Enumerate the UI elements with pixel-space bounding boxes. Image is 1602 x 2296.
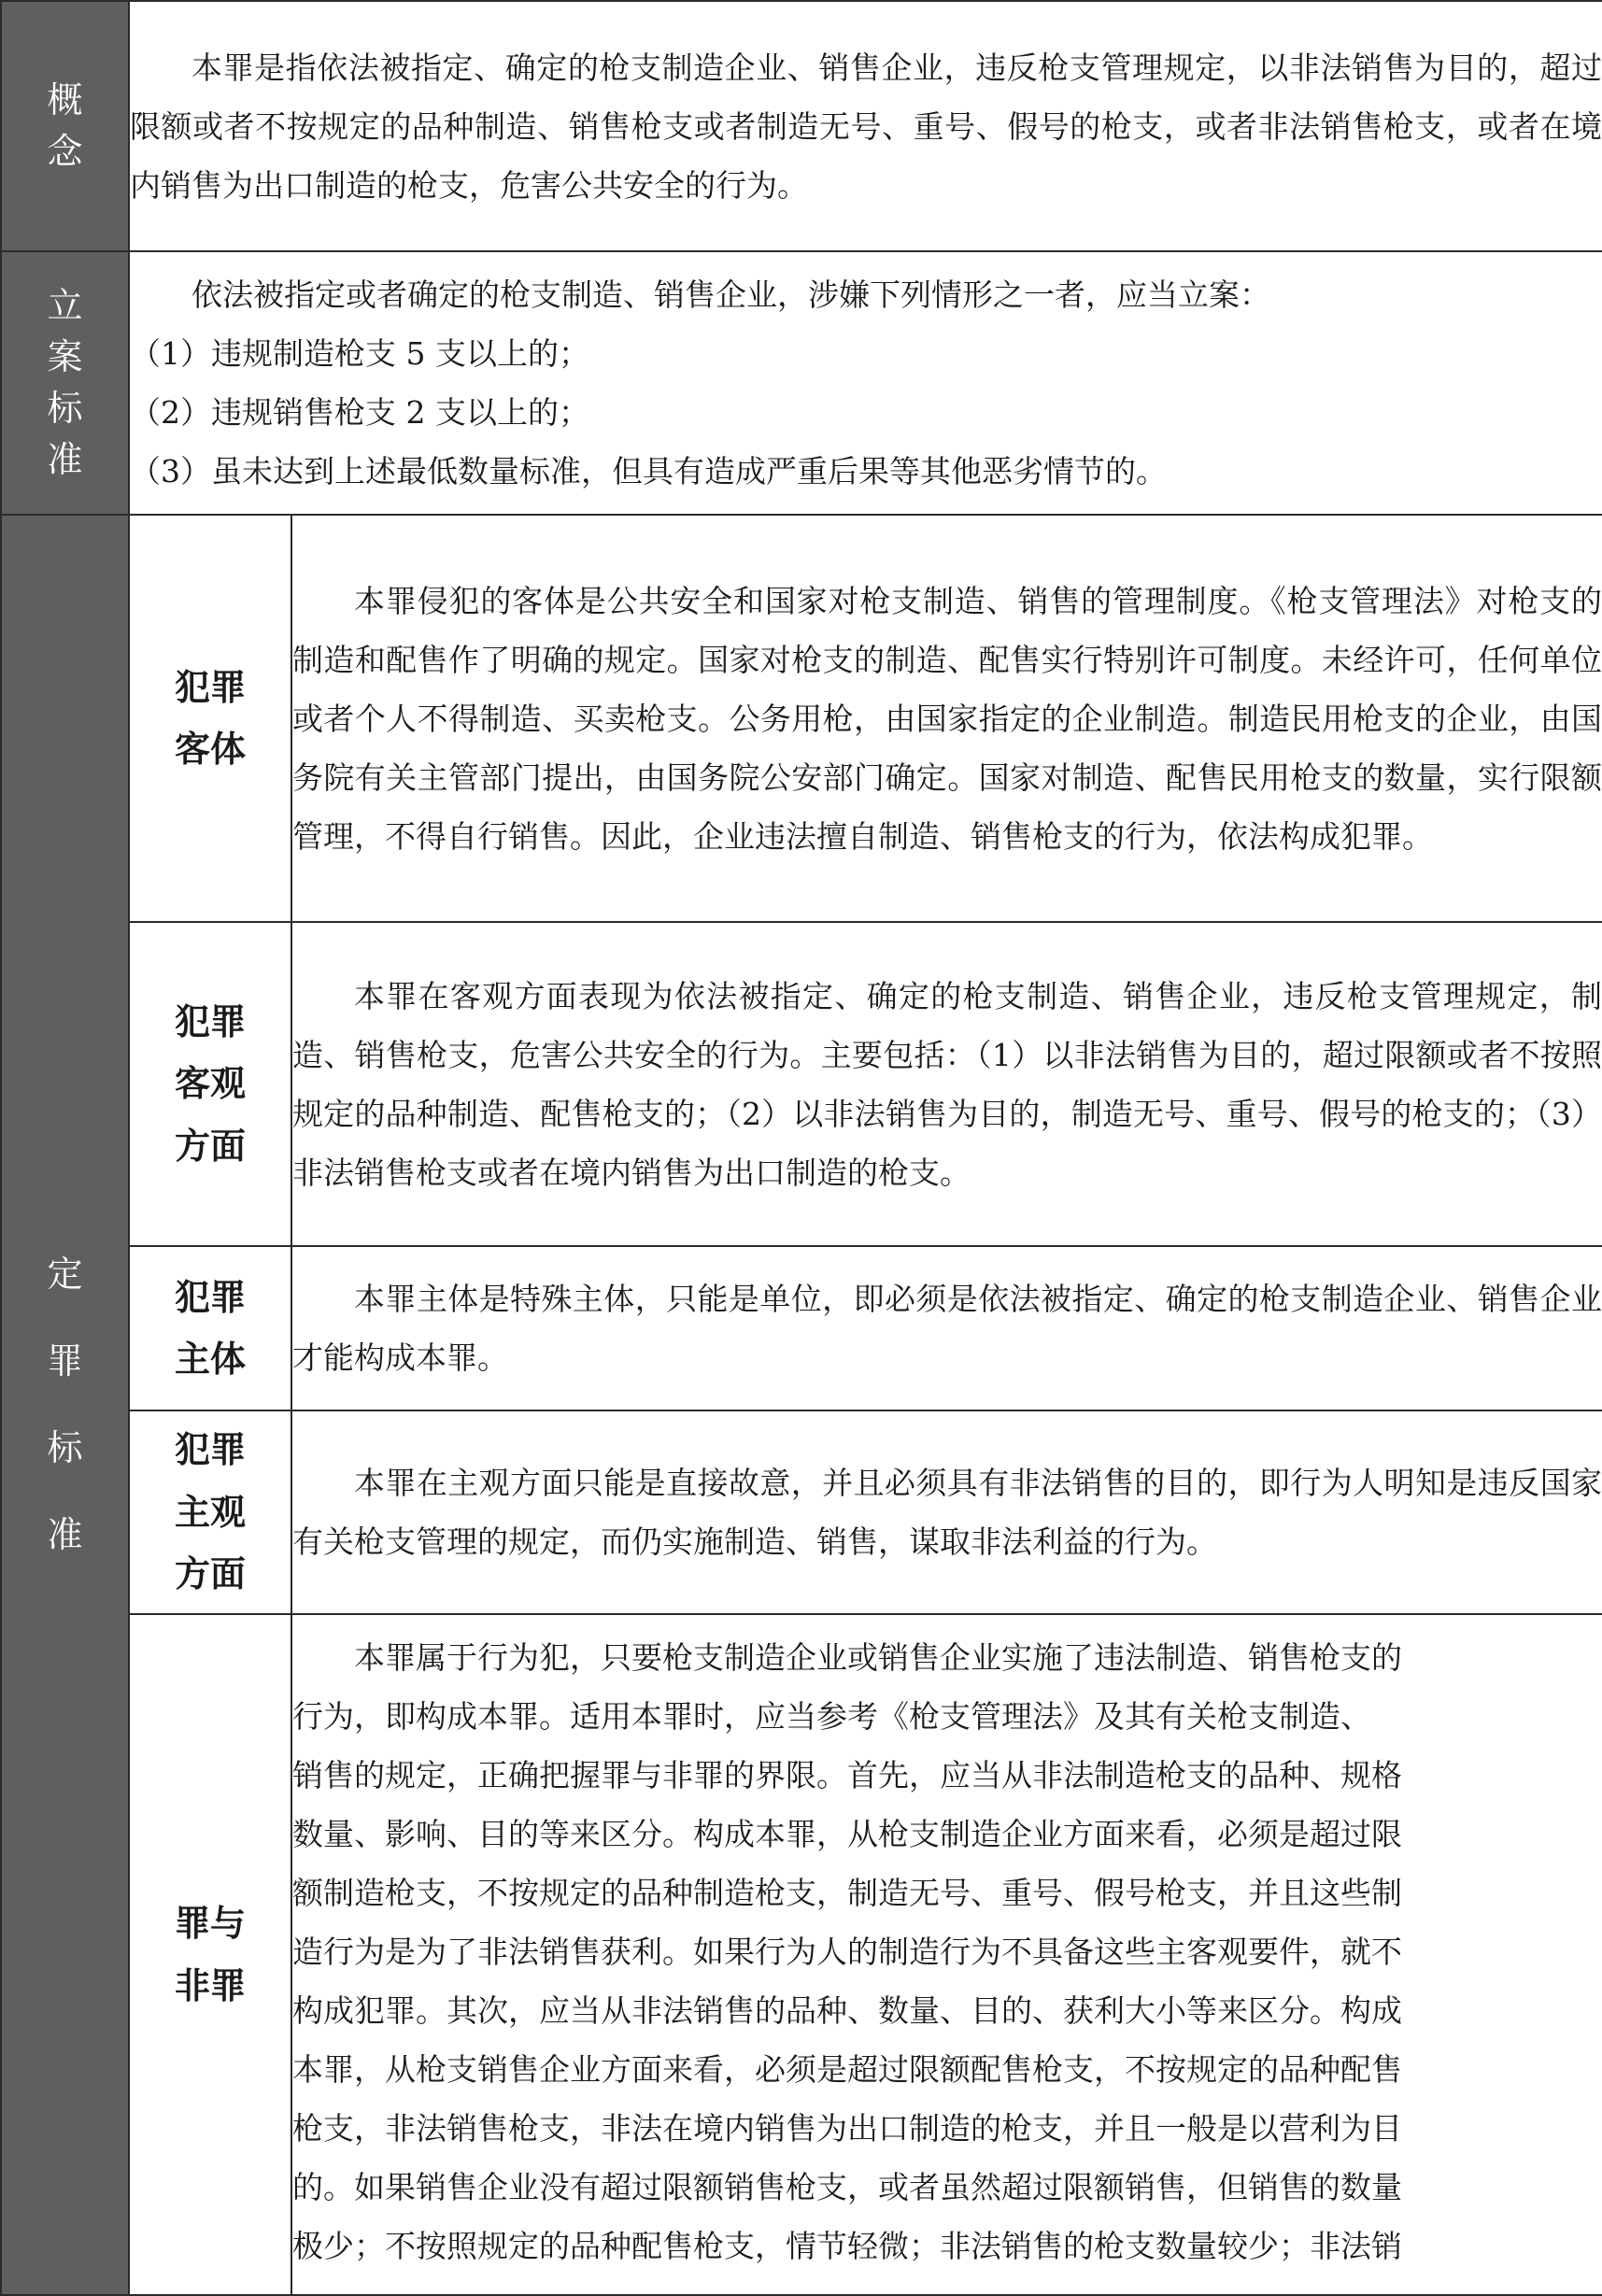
conviction-label-char: 罪 <box>47 1339 83 1382</box>
concept-text: 本罪是指依法被指定、确定的枪支制造企业、销售企业，违反枪支管理规定，以非法销售为目的，超过限额或者不按规定的品种制造、销售枪支或者制造无号、重号、假号的枪支，或者非法销售枪支，或者在境内销售为出口制造的枪支，危害公共安全的行为。 <box>130 49 1602 204</box>
object-row <box>1 515 1602 922</box>
filing-label-char: 案 <box>47 335 83 377</box>
concept-row <box>1 1 1602 251</box>
crime-boundary-line: 行为，即构成本罪。适用本罪时，应当参考《枪支管理法》及其有关枪支制造、 <box>292 1698 1371 1735</box>
crime-boundary-line: 销售的规定，正确把握罪与非罪的界限。首先，应当从非法制造枪支的品种、规格 <box>292 1757 1402 1793</box>
filing-row <box>1 251 1602 515</box>
crime-boundary-line: 构成犯罪。其次，应当从非法销售的品种、数量、目的、获利大小等来区分。构成 <box>292 1992 1402 2029</box>
objective-text: 本罪在客观方面表现为依法被指定、确定的枪支制造、销售企业，违反枪支管理规定，制造、销售枪支，危害公共安全的行为。主要包括：（1）以非法销售为目的，超过限额或者不按照规定的品种制造、配售枪支的；（2）以非法销售为目的，制造无号、重号、假号的枪支的；（3）非法销售枪支或者在境内销售为出口制造的枪支。 <box>292 977 1602 1191</box>
objective-label-line: 客观 <box>174 1063 246 1105</box>
subject-label-line: 主体 <box>174 1339 246 1380</box>
objective-label-line: 方面 <box>174 1125 246 1167</box>
object-content <box>291 515 1602 922</box>
filing-item: （3）虽未达到上述最低数量标准，但具有造成严重后果等其他恶劣情节的。 <box>130 453 1167 489</box>
filing-intro: 依法被指定或者确定的枪支制造、销售企业，涉嫌下列情形之一者，应当立案： <box>191 276 1270 313</box>
concept-label-char: 概 <box>47 78 83 120</box>
subject-content <box>291 1246 1602 1410</box>
conviction-label-char: 标 <box>47 1427 83 1468</box>
concept-label-char: 念 <box>47 131 83 172</box>
crime-boundary-content <box>291 1614 1602 2295</box>
subjective-content <box>291 1410 1602 1614</box>
subject-label <box>129 1246 291 1410</box>
filing-label-char: 标 <box>47 388 83 429</box>
object-label-line: 客体 <box>174 729 246 770</box>
crime-boundary-line: 本罪，从枪支销售企业方面来看，必须是超过限额配售枪支，不按规定的品种配售 <box>292 2051 1402 2088</box>
subjective-label-line: 犯罪 <box>174 1429 246 1471</box>
crime-boundary-line: 本罪属于行为犯，只要枪支制造企业或销售企业实施了违法制造、销售枪支的 <box>354 1639 1402 1676</box>
filing-content <box>129 251 1602 515</box>
crime-boundary-label-line: 非罪 <box>174 1964 246 2006</box>
filing-item: （1）违规制造枪支 5 支以上的； <box>130 335 589 372</box>
crime-boundary-label <box>129 1614 291 2295</box>
filing-label-char: 准 <box>47 439 83 481</box>
object-label <box>129 515 291 922</box>
subjective-row <box>1 1410 1602 1614</box>
crime-boundary-row <box>1 1614 1602 2295</box>
filing-item: （2）违规销售枪支 2 支以上的； <box>130 394 589 431</box>
objective-label-line: 犯罪 <box>174 1000 246 1042</box>
crime-boundary-line: 枪支，非法销售枪支，非法在境内销售为出口制造的枪支，并且一般是以营利为目 <box>292 2110 1402 2147</box>
object-text: 本罪侵犯的客体是公共安全和国家对枪支制造、销售的管理制度。《枪支管理法》对枪支的制造和配售作了明确的规定。国家对枪支的制造、配售实行特别许可制度。未经许可，任何单位或者个人不得制造、买卖枪支。公务用枪，由国家指定的企业制造。制造民用枪支的企业，由国务院有关主管部门提出，由国务院公安部门确定。国家对制造、配售民用枪支的数量，实行限额管理，不得自行销售。因此，企业违法擅自制造、销售枪支的行为，依法构成犯罪。 <box>292 582 1602 855</box>
crime-boundary-line: 的。如果销售企业没有超过限额销售枪支，或者虽然超过限额销售，但销售的数量 <box>292 2169 1402 2205</box>
objective-content <box>291 922 1602 1246</box>
subjective-label-line: 方面 <box>174 1553 246 1595</box>
subject-row <box>1 1246 1602 1410</box>
filing-label-char: 立 <box>47 284 83 326</box>
concept-label <box>1 1 129 251</box>
crime-boundary-line: 极少；不按照规定的品种配售枪支，情节轻微；非法销售的枪支数量较少；非法销 <box>292 2228 1402 2264</box>
concept-content <box>129 1 1602 251</box>
subjective-label-line: 主观 <box>174 1491 246 1533</box>
subjective-text: 本罪在主观方面只能是直接故意，并且必须具有非法销售的目的，即行为人明知是违反国家有关枪支管理的规定，而仍实施制造、销售，谋取非法利益的行为。 <box>292 1465 1602 1560</box>
conviction-label <box>1 515 129 2295</box>
object-label-line: 犯罪 <box>174 666 246 708</box>
subjective-label <box>129 1410 291 1614</box>
subject-label-line: 犯罪 <box>174 1276 246 1318</box>
conviction-label-char: 准 <box>47 1514 83 1556</box>
crime-boundary-line: 额制造枪支，不按规定的品种制造枪支，制造无号、重号、假号枪支，并且这些制 <box>292 1875 1402 1911</box>
filing-label <box>1 251 129 515</box>
objective-label <box>129 922 291 1246</box>
conviction-label-char: 定 <box>47 1253 83 1295</box>
objective-row <box>1 922 1602 1246</box>
crime-boundary-line: 数量、影响、目的等来区分。构成本罪，从枪支制造企业方面来看，必须是超过限 <box>292 1816 1402 1852</box>
crime-boundary-line: 造行为是为了非法销售获利。如果行为人的制造行为不具备这些主客观要件，就不 <box>292 1934 1402 1970</box>
subject-text: 本罪主体是特殊主体，只能是单位，即必须是依法被指定、确定的枪支制造企业、销售企业才能构成本罪。 <box>292 1281 1602 1376</box>
crime-boundary-label-line: 罪与 <box>174 1903 246 1944</box>
